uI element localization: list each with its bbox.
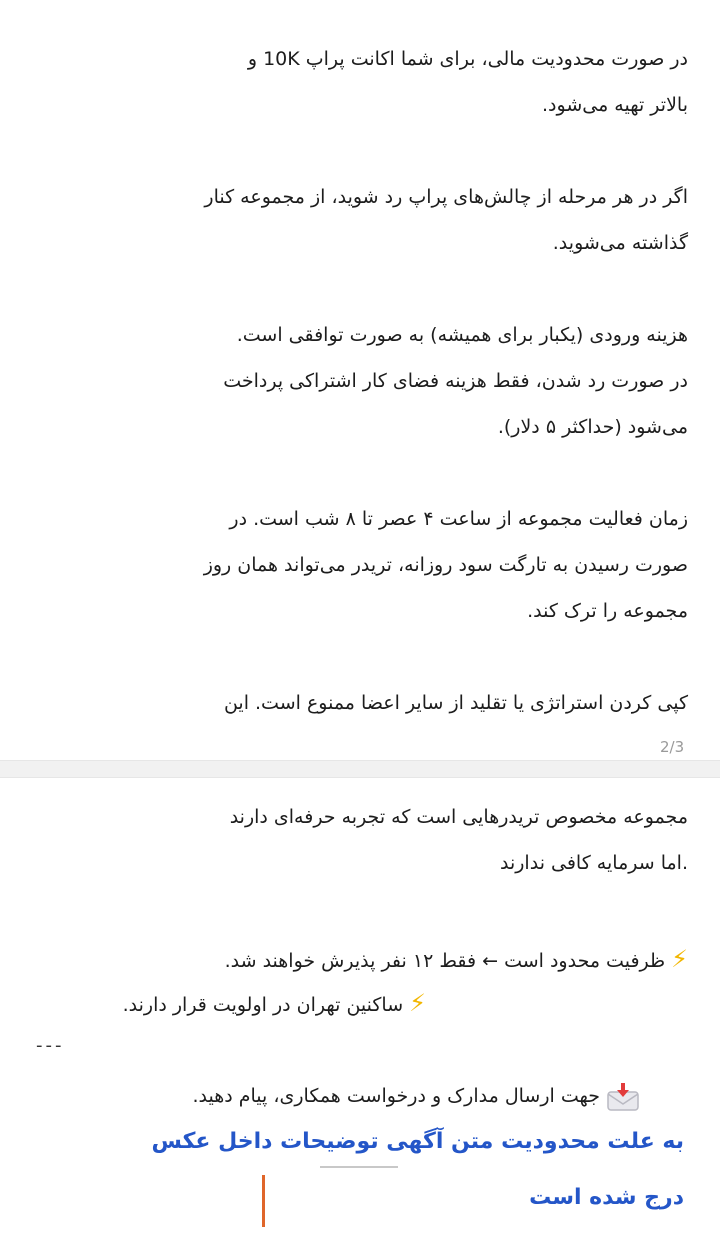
note-line-2: درج شده است: [529, 1185, 684, 1210]
paragraph-entry-fee: هزینه ورودی (یکبار برای همیشه) به صورت توافقی است. در صورت رد شدن، فقط هزینه فضای کار اشتراکی پرداخت می‌شود (حداکثر ۵ دلار).: [223, 324, 688, 438]
contact-text: جهت ارسال مدارک و درخواست همکاری، پیام دهید.: [192, 1085, 600, 1107]
bullet-capacity: [38, 938, 688, 982]
incoming-envelope-icon: [606, 1082, 640, 1112]
paragraph-challenge-rejection: اگر در هر مرحله از چالش‌های پراپ رد شوید، از مجموعه کنار گذاشته می‌شوید.: [204, 186, 688, 254]
high-voltage-icon: ⚡: [409, 989, 426, 1017]
bullet-capacity-text: ظرفیت محدود است ← فقط ۱۲ نفر پذیرش خواهند شد.: [224, 950, 666, 972]
high-voltage-icon: ⚡: [671, 945, 688, 973]
page-divider: [0, 760, 720, 778]
paragraph-copy-prohibited: کپی کردن استراتژی یا تقلید از سایر اعضا ممنوع است. این: [223, 692, 688, 714]
bullet-tehran-text: ساکنین تهران در اولویت قرار دارند.: [122, 994, 404, 1016]
contact-line: [20, 1075, 640, 1117]
text-cursor: [262, 1175, 265, 1227]
page-number: 2/3: [660, 738, 685, 756]
highlight-underline: [320, 1166, 398, 1168]
note-line-1: به علت محدودیت متن آگهی توضیحات داخل عکس: [151, 1129, 684, 1154]
separator-line: ---: [36, 1035, 65, 1056]
paragraph-working-hours: زمان فعالیت مجموعه از ساعت ۴ عصر تا ۸ شب است. در صورت رسیدن به تارگت سود روزانه، تریدر می‌تواند همان روز مجموعه را ترک کند.: [203, 508, 688, 622]
paragraph-financial-limit: در صورت محدودیت مالی، برای شما اکانت پراپ 10K و بالاتر تهیه می‌شود.: [247, 48, 688, 116]
paragraph-intro: مجموعه مخصوص تریدرهایی است که تجربه حرفه‌ای دارند اما سرمایه کافی ندارند.: [229, 806, 688, 874]
bullet-tehran: [26, 982, 426, 1026]
